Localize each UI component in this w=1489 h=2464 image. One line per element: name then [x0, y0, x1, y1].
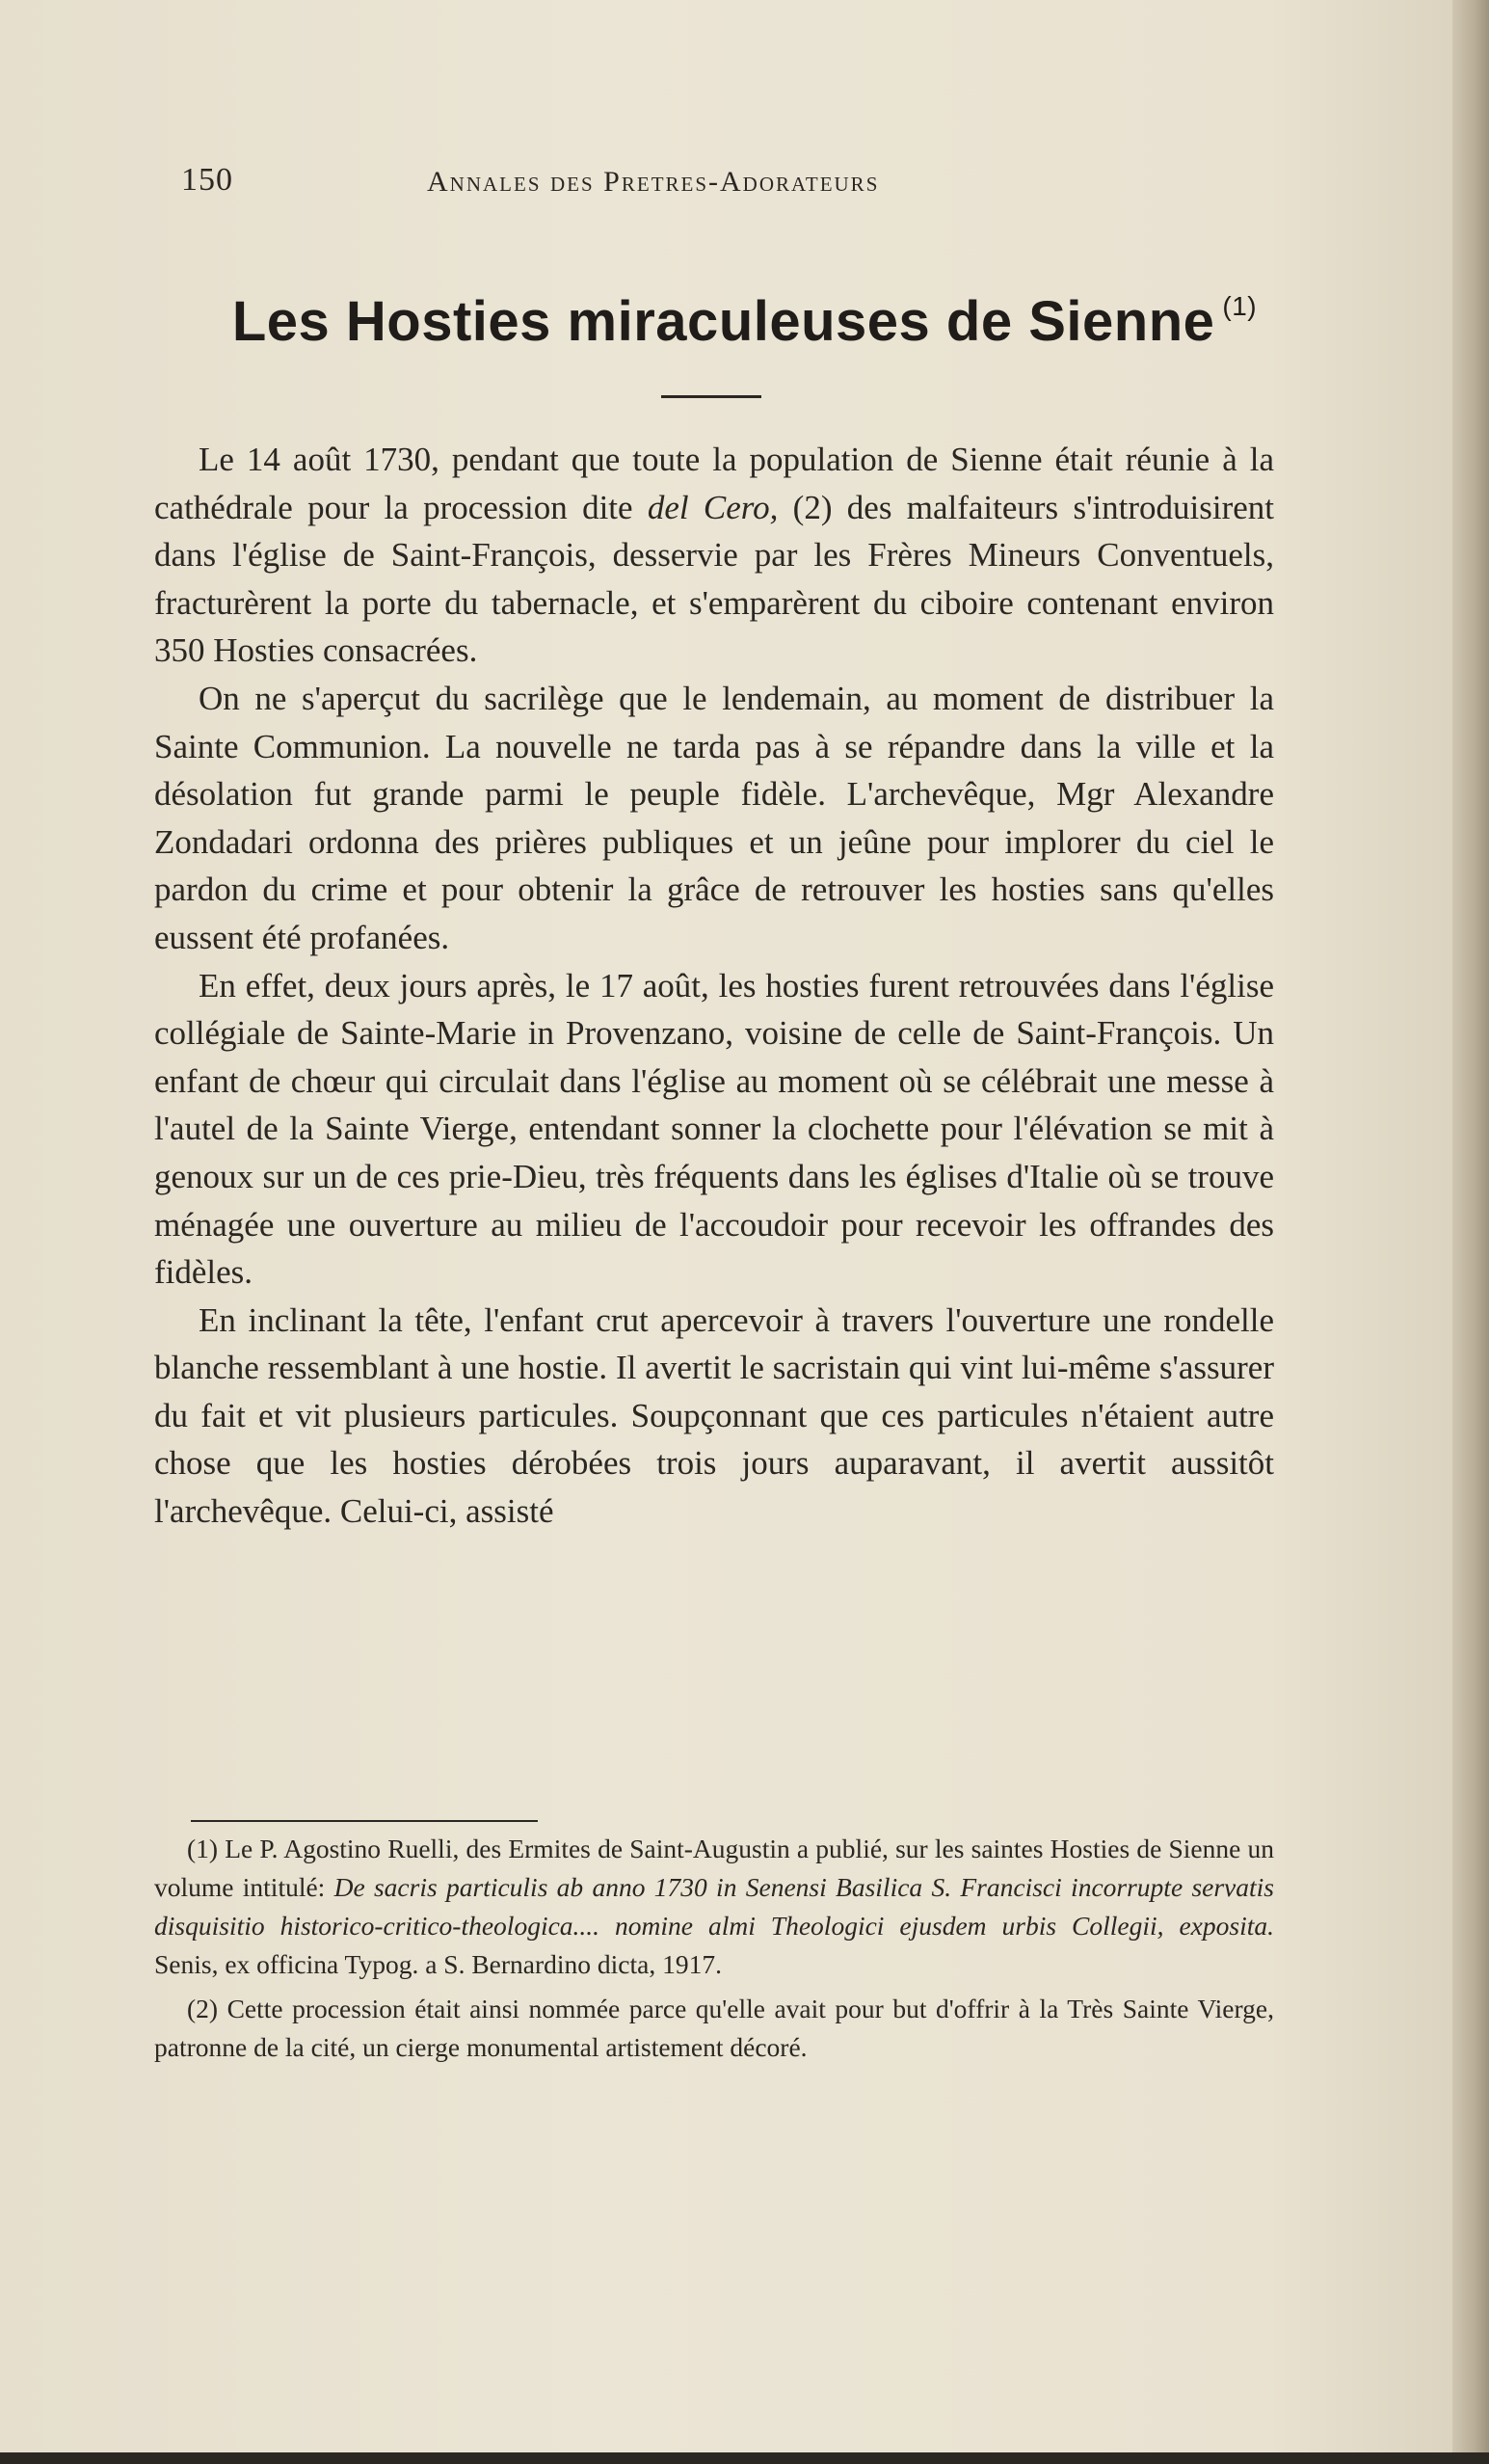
- page-bottom-edge: [0, 2452, 1489, 2464]
- running-head: [181, 162, 1280, 210]
- title-footnote-ref: (1): [1222, 291, 1258, 321]
- page-number: 150: [181, 162, 233, 198]
- footnote-2: (2) Cette procession était ainsi nommée parce qu'elle avait pour but d'offrir à la Très Sainte Vierge, patronne de la cité, un cierge monumental artistement décoré.: [154, 1994, 1274, 2062]
- paragraph-1: [154, 436, 1274, 675]
- paragraph-1-text-c: (2) des malfaiteurs s'introduisirent dans l'église de Saint-François, desservie par les Frères Mineurs Conventuels, fracturèrent la porte du tabernacle, et s'emparèrent du ciboire contenant environ 350 Hosties consacrées.: [154, 488, 1274, 670]
- footnote-1-text-c: Senis, ex officina Typog. a S. Bernardino dicta, 1917.: [154, 1949, 722, 1979]
- title-divider: [661, 395, 761, 398]
- journal-title: Annales des Pretres-Adorateurs: [427, 166, 880, 198]
- footnote-1-text-a: (1) Le P. Agostino Ruelli, des Ermites de Saint-Augustin a publié, sur les saintes Hosties de Sienne un volume intitulé:: [154, 1834, 1274, 1902]
- paragraph-3: En effet, deux jours après, le 17 août, les hosties furent retrouvées dans l'église collégiale de Sainte-Marie in Provenzano, voisine de celle de Saint-François. Un enfant de chœur qui circulait dans l'église au moment où se célébrait une messe à l'autel de la Sainte Vierge, entendant sonner la clochette pour l'élévation se mit à genoux sur un de ces prie-Dieu, très fréquents dans les églises d'Italie où se trouve ménagée une ouverture au milieu de l'accoudoir pour recevoir les offrandes des fidèles.: [154, 966, 1274, 1292]
- article-title: [0, 289, 1489, 354]
- paragraph-2: On ne s'aperçut du sacrilège que le lendemain, au moment de distribuer la Sainte Communion. La nouvelle ne tarda pas à se répandre dans la ville et la désolation fut grande parmi le peuple fidèle. L'archevêque, Mgr Alexandre Zondadari ordonna des prières publiques et un jeûne pour implorer du ciel le pardon du crime et pour obtenir la grâce de retrouver les hosties sans qu'elles eussent été profanées.: [154, 679, 1274, 956]
- paragraph-4: En inclinant la tête, l'enfant crut apercevoir à travers l'ouverture une rondelle blanche ressemblant à une hostie. Il avertit le sacristain qui vint lui-même s'assurer du fait et vit plusieurs particules. Soupçonnant que ces particules n'étaient autre chose que les hosties dérobées trois jours auparavant, il avertit aussitôt l'archevêque. Celui-ci, assisté: [154, 1300, 1274, 1531]
- page-edge: [1452, 0, 1489, 2464]
- footnote-divider: [191, 1820, 538, 1822]
- paragraph-1-italic: del Cero,: [647, 488, 779, 526]
- footnote-1-italic: De sacris particulis ab anno 1730 in Senensi Basilica S. Francisci incorrupte servatis disquisitio historico-critico-theologica.... nomine almi Theologici ejusdem urbis Collegii, exposita.: [154, 1872, 1274, 1941]
- article-body: [154, 436, 1274, 1536]
- footnotes: [154, 1830, 1274, 2073]
- article-title-text: Les Hosties miraculeuses de Sienne: [231, 290, 1215, 353]
- footnote-1: [154, 1830, 1274, 1984]
- paragraph-1-text-a: Le 14 août 1730, pendant que toute la population de Sienne était réunie à la cathédrale pour la procession dite: [154, 441, 1274, 526]
